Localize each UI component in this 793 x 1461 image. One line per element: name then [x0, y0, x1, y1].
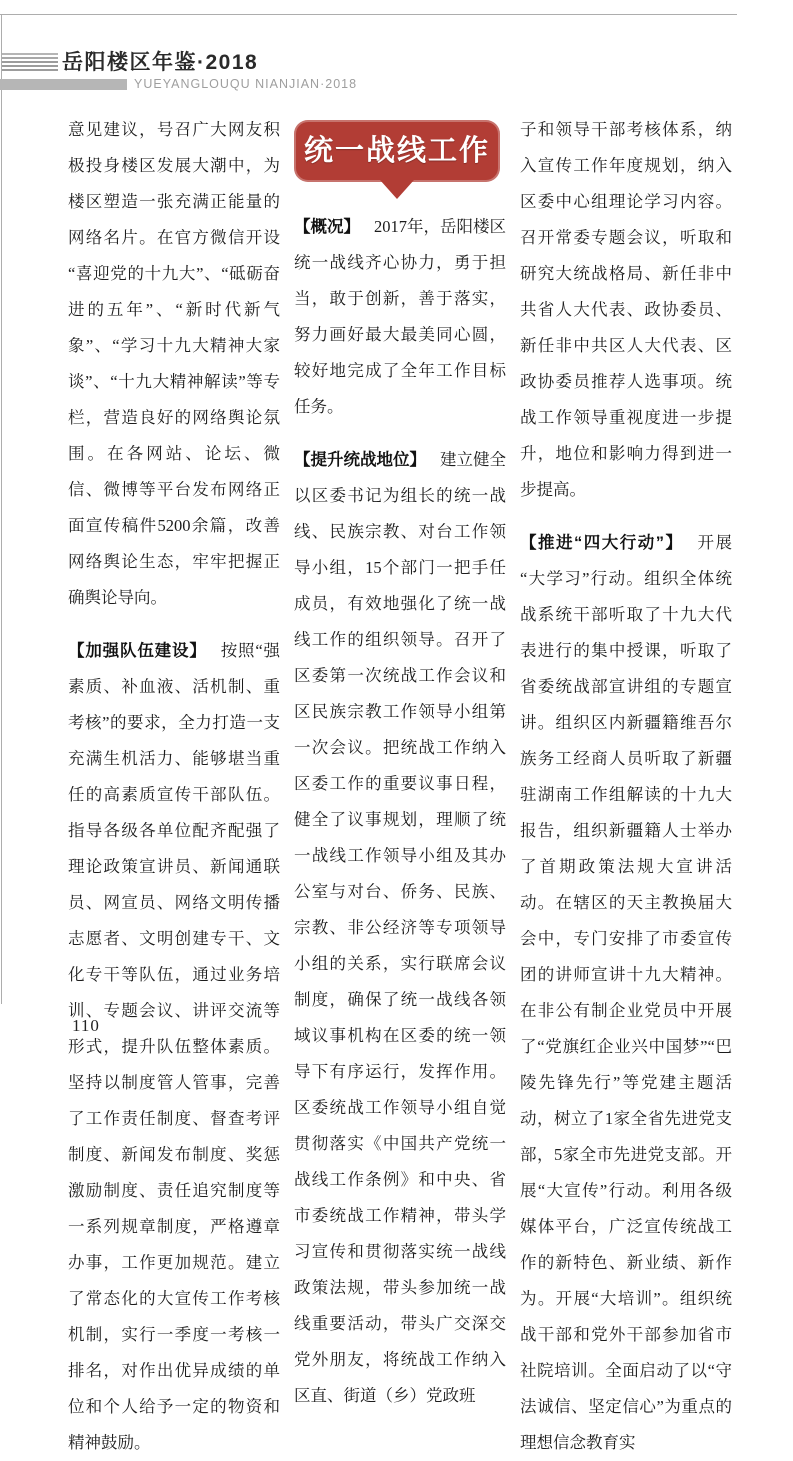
entry-heading: 【概况】 [294, 218, 360, 236]
column-right [520, 112, 732, 1461]
header-subtitle-row [0, 77, 357, 91]
paragraph-text: 子和领导干部考核体系，纳入宣传工作年度规划，纳入区委中心组理论学习内容。召开常委专题会议，听取和研究大统战格局、新任非中共省人大代表、政协委员、新任非中共区人大代表、区政协委员推荐人选事项。统战工作领导重视度进一步提升，地位和影响力得到进一步提高。 [520, 120, 732, 499]
paragraph-text: 开展“大学习”行动。组织全体统战系统干部听取了十九大代表进行的集中授课，听取了省委统战部宣讲组的专题宣讲。组织区内新疆籍维吾尔族务工经商人员听取了新疆驻湖南工作组解读的十九大报告，组织新疆籍人士举办了首期政策法规大宣讲活动。在辖区的天主教换届大会中，专门安排了市委宣传团的讲师宣讲十九大精神。在非公有制企业党员中开展了“党旗红企业兴中国梦”“巴陵先锋先行”等党建主题活动，树立了1家全省先进党支部，5家全市先进党支部。开展“大宣传”行动。利用各级媒体平台，广泛宣传统战工作的新特色、新业绩、新作为。开展“大培训”。组织统战干部和党外干部参加省市社院培训。全面启动了以“守法诚信、坚定信心”为重点的理想信念教育实 [520, 533, 733, 1452]
column-middle [294, 112, 506, 1461]
paragraph [294, 209, 506, 425]
page-header [0, 0, 793, 100]
paragraph [520, 525, 732, 1461]
paragraph [520, 112, 732, 508]
entry-heading: 【推进“四大行动”】 [520, 534, 684, 552]
section-banner-bubble [294, 120, 500, 182]
entry-heading: 【加强队伍建设】 [68, 642, 207, 660]
paragraph [68, 633, 280, 1461]
paragraph [294, 442, 506, 1414]
text-columns [68, 112, 732, 1461]
paragraph-text: 2017年，岳阳楼区统一战线齐心协力，勇于担当，敢于创新，善于落实，努力画好最大最美同心圆，较好地完成了全年工作目标任务。 [294, 217, 507, 416]
yearbook-title: 岳阳楼区年鉴·2018 [62, 51, 259, 74]
header-bar-decoration [0, 79, 127, 90]
paragraph-text: 意见建议，号召广大网友积极投身楼区发展大潮中，为楼区塑造一张充满正能量的网络名片。在官方微信开设“喜迎党的十九大”、“砥砺奋进的五年”、“新时代新气象”、“学习十九大精神大家谈”、“十九大精神解读”等专栏，营造良好的网络舆论氛围。在各网站、论坛、微信、微博等平台发布网络正面宣传稿件5200余篇，改善网络舆论生态，牢牢把握正确舆论导向。 [68, 120, 280, 607]
yearbook-subtitle: YUEYANGLOUQU NIANJIAN·2018 [134, 77, 358, 91]
entry-heading: 【提升统战地位】 [294, 451, 426, 469]
page-number: 110 [72, 1016, 100, 1035]
header-stripes-decoration [2, 53, 58, 73]
page-border-left-line [1, 14, 2, 1004]
column-left [68, 112, 280, 1461]
section-banner [294, 120, 500, 199]
paragraph-text: 按照“强素质、补血液、活机制、重考核”的要求，全力打造一支充满生机活力、能够堪当重任的高素质宣传干部队伍。指导各级各单位配齐配强了理论政策宣讲员、新闻通联员、网宣员、网络文明传播志愿者、文明创建专干、文化专干等队伍，通过业务培训、专题会议、讲评交流等形式，提升队伍整体素质。坚持以制度管人管事，完善了工作责任制度、督查考评制度、新闻发布制度、奖惩激励制度、责任追究制度等一系列规章制度，严格遵章办事，工作更加规范。建立了常态化的大宣传工作考核机制，实行一季度一考核一排名，对作出优异成绩的单位和个人给予一定的物资和精神鼓励。 [68, 641, 281, 1452]
section-banner-tail [380, 180, 414, 199]
paragraph-text: 建立健全以区委书记为组长的统一战线、民族宗教、对台工作领导小组，15个部门一把手任成员，有效地强化了统一战线工作的组织领导。召开了区委第一次统战工作会议和区民族宗教工作领导小组第一次会议。把统战工作纳入区委工作的重要议事日程，健全了议事规划，理顺了统一战线工作领导小组及其办公室与对台、侨务、民族、宗教、非公经济等专项领导小组的关系，实行联席会议制度，确保了统一战线各领域议事机构在区委的统一领导下有序运行，发挥作用。区委统战工作领导小组自觉贯彻落实《中国共产党统一战线工作条例》和中央、省市委统战工作精神，带头学习宣传和贯彻落实统一战线政策法规，带头参加统一战线重要活动，带头广交深交党外朋友，将统战工作纳入区直、街道（乡）党政班 [294, 450, 507, 1405]
section-banner-label: 统一战线工作 [303, 135, 490, 167]
paragraph [68, 112, 280, 616]
